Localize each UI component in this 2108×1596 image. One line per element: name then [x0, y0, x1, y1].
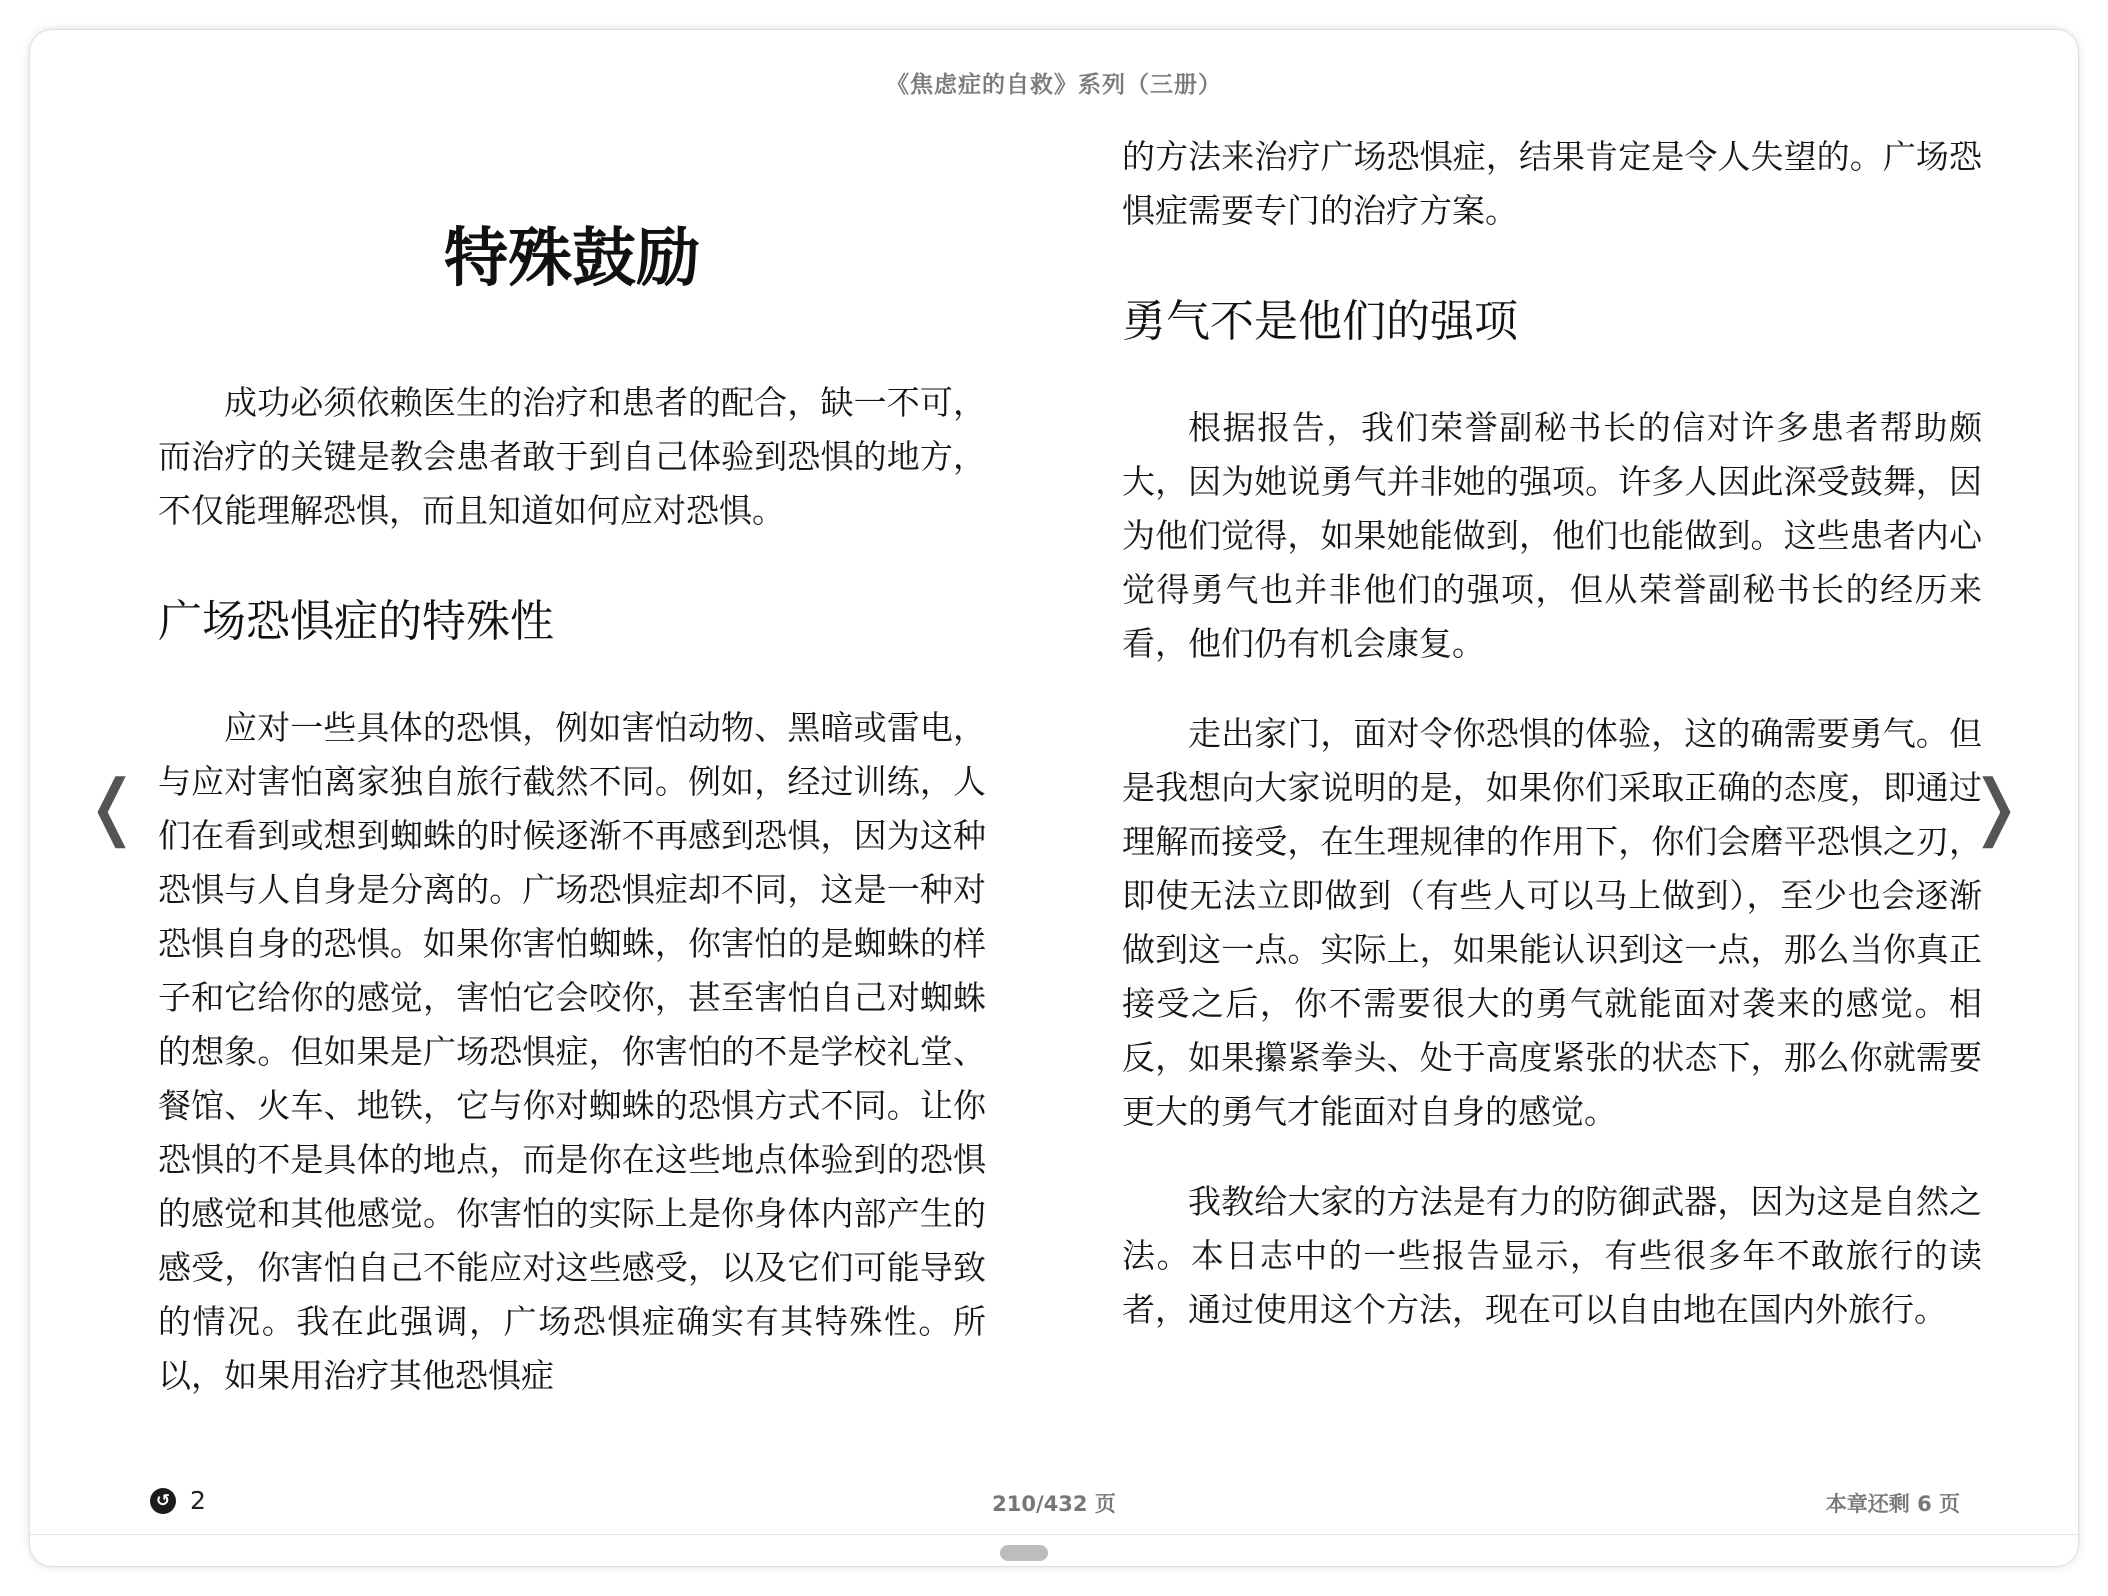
back-arrow-icon: ↺ [150, 1488, 176, 1514]
drag-handle[interactable] [1000, 1545, 1048, 1561]
previous-page-chevron-icon[interactable]: ❬ [82, 764, 143, 848]
reader-window [30, 30, 2078, 1566]
paragraph-continued: 的方法来治疗广场恐惧症，结果肯定是令人失望的。广场恐惧症需要专门的治疗方案。 [1122, 137, 1982, 230]
page-counter: 210/432 页 [992, 1492, 1116, 1516]
next-page-chevron-icon[interactable]: ❭ [1965, 764, 2026, 848]
paragraph: 根据报告，我们荣誉副秘书长的信对许多患者帮助颇大，因为她说勇气并非她的强项。许多人因此深受鼓舞，因为他们觉得，如果她能做到，他们也能做到。这些患者内心觉得勇气也并非他们的强项，但从荣誉副秘书长的经历来看，他们仍有机会康复。 [1122, 407, 1982, 663]
footer [30, 1486, 2078, 1526]
right-page [1122, 130, 1982, 1430]
paragraph: 成功必须依赖医生的治疗和患者的配合，缺一不可，而治疗的关键是教会患者敢于到自己体验到恐惧的地方，不仅能理解恐惧，而且知道如何应对恐惧。 [158, 383, 986, 531]
paragraph: 应对一些具体的恐惧，例如害怕动物、黑暗或雷电，与应对害怕离家独自旅行截然不同。例如，经过训练，人们在看到或想到蜘蛛的时候逐渐不再感到恐惧，因为这种恐惧与人自身是分离的。广场恐惧症却不同，这是一种对恐惧自身的恐惧。如果你害怕蜘蛛，你害怕的是蜘蛛的样子和它给你的感觉，害怕它会咬你，甚至害怕自己对蜘蛛的想象。但如果是广场恐惧症，你害怕的不是学校礼堂、餐馆、火车、地铁，它与你对蜘蛛的恐惧方式不同。让你恐惧的不是具体的地点，而是你在这些地点体验到的恐惧的感觉和其他感觉。你害怕的实际上是你身体内部产生的感受，你害怕自己不能应对这些感受，以及它们可能导致的情况。我在此强调，广场恐惧症确实有其特殊性。所以，如果用治疗其他恐惧症 [158, 708, 986, 1396]
book-title: 《焦虑症的自救》系列（三册） [886, 72, 1222, 98]
paragraph: 走出家门，面对令你恐惧的体验，这的确需要勇气。但是我想向大家说明的是，如果你们采取正确的态度，即通过理解而接受，在生理规律的作用下，你们会磨平恐惧之刃，即使无法立即做到（有些人可以马上做到），至少也会逐渐做到这一点。实际上，如果能认识到这一点，那么当你真正接受之后，你不需要很大的勇气就能面对袭来的感觉。相反，如果攥紧拳头、处于高度紧张的状态下，那么你就需要更大的勇气才能面对自身的感觉。 [1122, 713, 1982, 1131]
divider [30, 1534, 2078, 1535]
paragraph: 我教给大家的方法是有力的防御武器，因为这是自然之法。本日志中的一些报告显示，有些很多年不敢旅行的读者，通过使用这个方法，现在可以自由地在国内外旅行。 [1122, 1181, 1982, 1329]
section-heading: 广场恐惧症的特殊性 [158, 596, 554, 648]
chapter-remaining-pages: 本章还剩 6 页 [1825, 1492, 1960, 1516]
left-page [158, 130, 986, 1430]
section-heading: 勇气不是他们的强项 [1122, 296, 1518, 347]
back-count: 2 [190, 1486, 206, 1515]
chapter-title: 特殊鼓励 [444, 222, 700, 296]
